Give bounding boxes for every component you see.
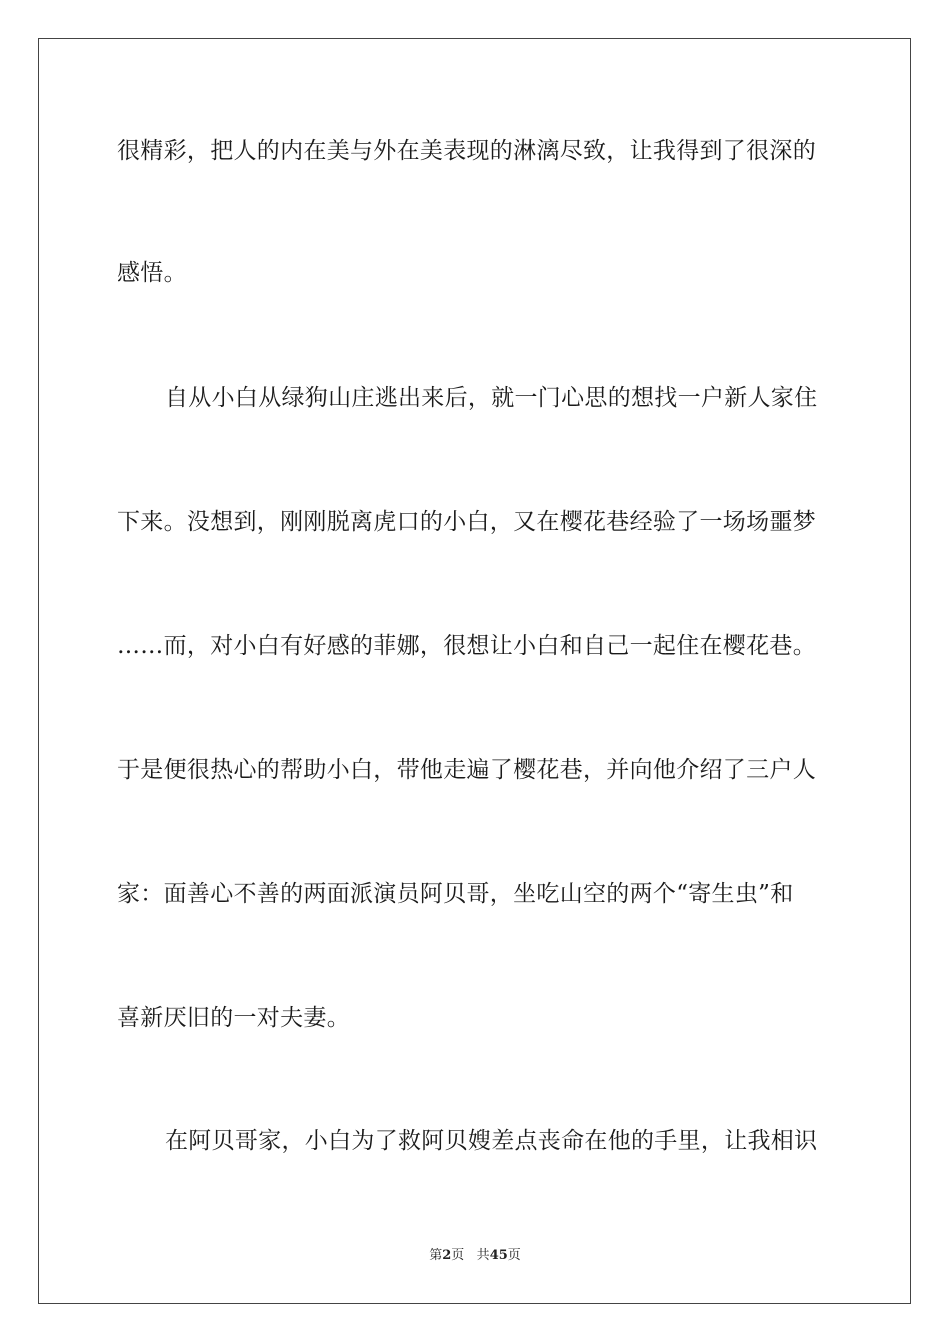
text-line-4: 下来。没想到，刚刚脱离虎口的小白，又在樱花巷经验了一场场噩梦 — [117, 509, 816, 535]
footer-total-suffix: 页 — [507, 1248, 521, 1263]
text-line-1: 很精彩，把人的内在美与外在美表现的淋漓尽致，让我得到了很深的 — [117, 138, 816, 164]
footer-prefix: 第 — [429, 1248, 443, 1263]
page-footer — [0, 1247, 950, 1265]
text-line-3: 自从小白从绿狗山庄逃出来后，就一门心思的想找一户新人家住 — [165, 385, 818, 411]
footer-page-suffix: 页 — [451, 1248, 465, 1263]
footer-total-prefix: 共 — [476, 1248, 490, 1263]
footer-total-pages: 45 — [489, 1248, 508, 1263]
text-line-5: ……而，对小白有好感的菲娜，很想让小白和自己一起住在樱花巷。 — [117, 633, 816, 659]
text-line-9: 在阿贝哥家，小白为了救阿贝嫂差点丧命在他的手里，让我相识 — [165, 1128, 818, 1154]
text-line-6: 于是便很热心的帮助小白，带他走遍了樱花巷，并向他介绍了三户人 — [117, 757, 816, 783]
page-frame — [38, 38, 911, 1304]
text-line-2: 感悟。 — [117, 260, 187, 286]
text-line-8: 喜新厌旧的一对夫妻。 — [117, 1005, 350, 1031]
footer-page-number: 2 — [442, 1248, 452, 1263]
text-line-7: 家：面善心不善的两面派演员阿贝哥，坐吃山空的两个“寄生虫”和 — [117, 881, 794, 907]
